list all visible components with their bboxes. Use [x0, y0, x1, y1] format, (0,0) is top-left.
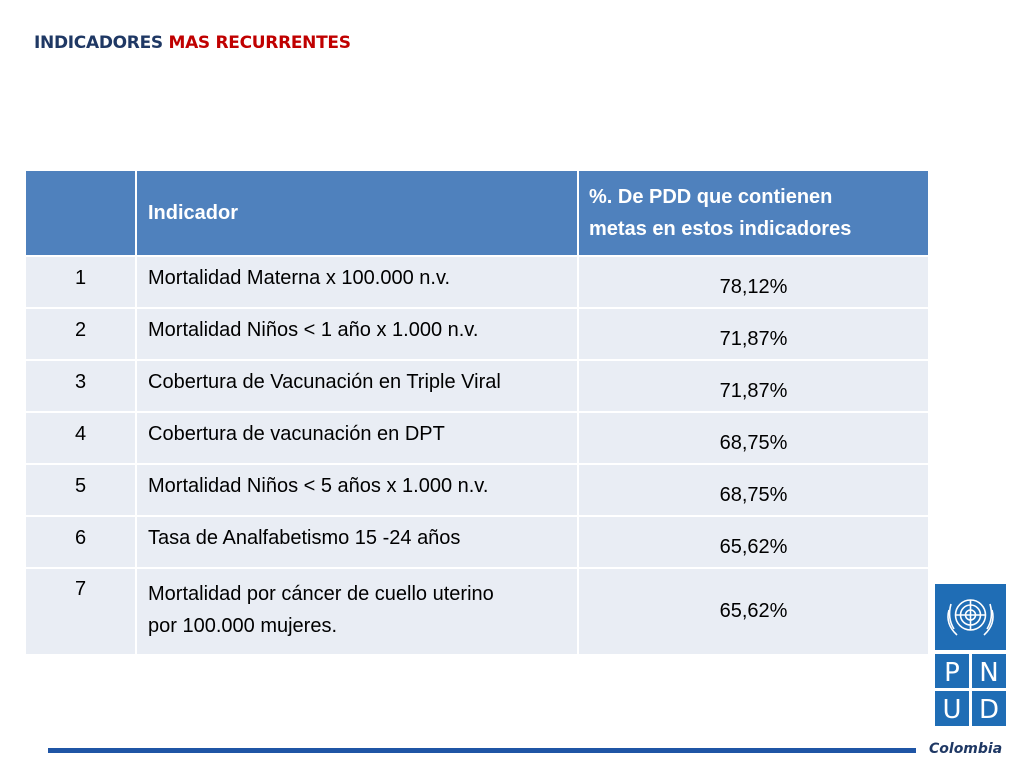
row-number: 5	[74, 474, 87, 497]
slide-title	[34, 33, 351, 53]
row-percent: 71,87%	[719, 327, 788, 350]
row-percent: 65,62%	[719, 600, 788, 622]
header-number	[25, 170, 136, 256]
table-row	[25, 308, 929, 360]
table-header-row	[25, 170, 929, 256]
header-percent	[578, 170, 929, 256]
table-row	[25, 464, 929, 516]
row-number: 1	[74, 266, 87, 289]
title-accent: MAS RECURRENTES	[168, 33, 351, 53]
table-row	[25, 568, 929, 655]
row-percent: 68,75%	[719, 483, 788, 506]
header-percent-line2: metas en estos indicadores	[589, 218, 852, 240]
indicators-table	[24, 169, 930, 656]
row-indicator-line1: Mortalidad por cáncer de cuello uterino	[148, 582, 494, 605]
footer-rule	[48, 748, 916, 753]
row-indicator: Tasa de Analfabetismo 15 -24 años	[148, 527, 461, 549]
undp-letters	[935, 654, 1006, 726]
header-percent-line1: %. De PDD que contienen	[589, 186, 833, 208]
logo-letter: D	[978, 695, 1000, 725]
table-row	[25, 516, 929, 568]
title-main: INDICADORES	[34, 33, 169, 53]
row-indicator: Mortalidad Niños < 5 años x 1.000 n.v.	[148, 475, 489, 497]
row-indicator-line2: por 100.000 mujeres.	[148, 614, 338, 637]
table-row	[25, 412, 929, 464]
row-percent: 71,87%	[719, 379, 788, 402]
row-indicator: Cobertura de vacunación en DPT	[148, 423, 445, 445]
row-indicator: Cobertura de Vacunación en Triple Viral	[148, 371, 501, 393]
row-percent: 78,12%	[719, 275, 788, 298]
row-number: 4	[74, 422, 87, 445]
row-number: 6	[74, 526, 87, 549]
row-percent: 68,75%	[719, 431, 788, 454]
logo-letter: P	[944, 658, 960, 688]
logo-letter: N	[979, 658, 999, 688]
table-row	[25, 256, 929, 308]
row-number: 2	[74, 318, 87, 341]
row-indicator: Mortalidad Niños < 1 año x 1.000 n.v.	[148, 319, 479, 341]
un-emblem-icon	[935, 584, 1006, 650]
country-label: Colombia	[929, 741, 1003, 757]
table-row	[25, 360, 929, 412]
row-indicator	[148, 583, 494, 637]
row-number: 7	[74, 578, 87, 600]
row-number: 3	[74, 370, 87, 393]
row-percent: 65,62%	[719, 535, 788, 558]
row-indicator: Mortalidad Materna x 100.000 n.v.	[148, 267, 451, 289]
logo-letter: U	[942, 695, 962, 725]
undp-logo	[935, 584, 1006, 726]
header-indicator: Indicador	[136, 170, 578, 256]
